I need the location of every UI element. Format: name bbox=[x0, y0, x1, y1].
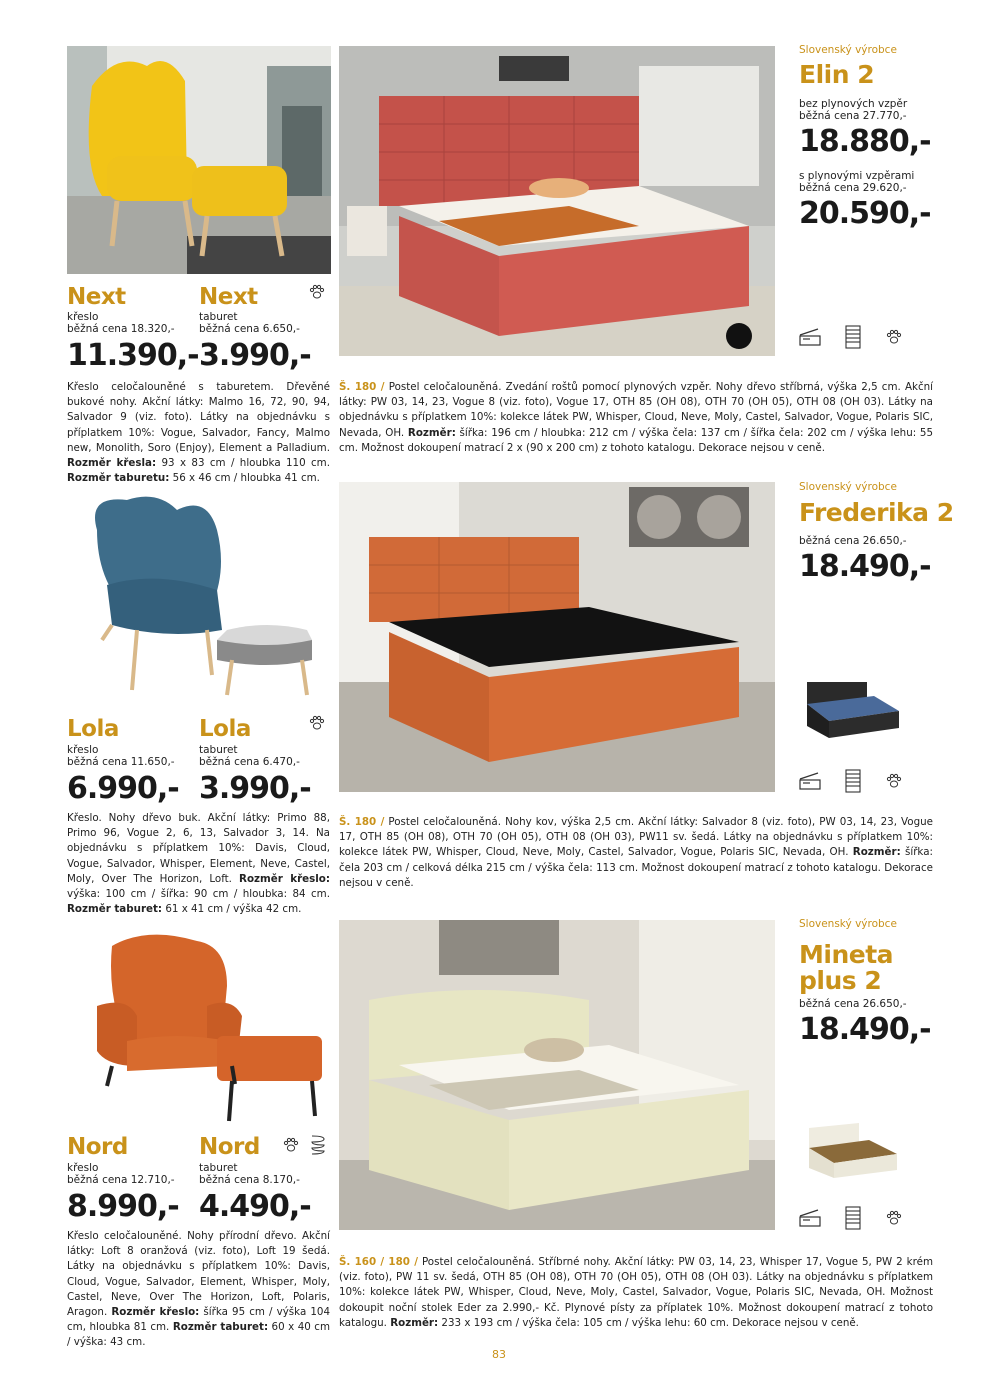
elin-regular2: běžná cena 29.620,- bbox=[799, 182, 907, 194]
frederika-desc-text: Postel celočalouněná. Nohy kov, výška 2,5 cm. Akční látky: Salvador 8 (viz. foto), PW 03, 14, 23, Vogue 17, OTH 85 (OH 08), OTH 70 (OH 05), OTH 08 (OH 03), PW11 sv. šedá. Látky na objednávku s příplatkem 10%: kolekce látek PW, Whisper, Cloud, Neve, Moly, Castel, Salvador, Vogue, Polaris SIC, Nevada, OH. bbox=[339, 816, 933, 859]
next-description bbox=[67, 380, 330, 486]
nord-chair-price: 8.990,- bbox=[67, 1189, 179, 1224]
lola-stool-price: 3.990,- bbox=[199, 771, 311, 806]
next-chair-type: křeslo bbox=[67, 311, 99, 323]
nord-description-bold2: Rozměr taburet: bbox=[172, 1321, 269, 1334]
frederika-desc-size: Š. 180 / bbox=[339, 816, 385, 828]
nord-description-bold1: Rozměr křeslo: bbox=[111, 1306, 200, 1319]
spring-icon bbox=[308, 1133, 328, 1157]
mineta-desc-dim-label: Rozměr: bbox=[390, 1316, 439, 1329]
mineta-price: 18.490,- bbox=[799, 1012, 931, 1047]
mineta-description bbox=[339, 1255, 933, 1331]
nord-description bbox=[67, 1229, 330, 1351]
mineta-storage-photo bbox=[799, 1118, 903, 1186]
frederika-price: 18.490,- bbox=[799, 549, 931, 584]
lola-description bbox=[67, 811, 330, 917]
lola-description-bold1: Rozměr křeslo: bbox=[239, 872, 330, 885]
paw-icon bbox=[885, 772, 903, 790]
lola-chair-name: Lola bbox=[67, 716, 119, 742]
elin-desc-size: Š. 180 / bbox=[339, 381, 385, 393]
storage-box-icon bbox=[798, 771, 822, 791]
frederika-bed-photo bbox=[339, 482, 775, 792]
lola-description-text: Křeslo. Nohy dřevo buk. Akční látky: Primo 88, Primo 96, Vogue 2, 6, 13, Salvador 3, 14. Na objednávku s příplatkem 10%: Davis, Cloud, Vogue, Salvador, Whisper, Element, Neve, Castel, Moly, Over The Horizon, Loft. bbox=[67, 812, 330, 885]
nord-stool-regular-price: běžná cena 8.170,- bbox=[199, 1174, 300, 1186]
nord-description-text3: 60 x 40 cm / výška: 43 cm. bbox=[67, 1321, 331, 1349]
elin-bed-photo bbox=[339, 46, 775, 356]
next-stool-name: Next bbox=[199, 284, 258, 310]
mineta-origin: Slovenský výrobce bbox=[799, 918, 897, 930]
next-description-bold1: Rozměr křesla: bbox=[67, 457, 157, 470]
storage-box-icon bbox=[798, 327, 822, 347]
lola-stool-type: taburet bbox=[199, 744, 238, 756]
next-description-bold2: Rozměr taburetu: bbox=[67, 472, 170, 485]
next-stool-regular-price: běžná cena 6.650,- bbox=[199, 323, 300, 335]
page-number: 83 bbox=[492, 1348, 506, 1361]
elin-desc-dim: šířka: 196 cm / hloubka: 212 cm / výška čela: 137 cm / šířka čela: 202 cm / výška lehu: 55 cm. Možnost dokoupení matrací 2 x (90 x 200 cm) z tohoto katalogu. Dekorace nejsou v ceně. bbox=[339, 426, 933, 454]
next-description-text2: 93 x 83 cm / hloubka 110 cm. bbox=[156, 457, 330, 470]
next-chair-price: 11.390,- bbox=[67, 338, 199, 373]
frederika-desc-dim: šířka: čela 203 cm / celková délka 215 cm / výška čela: 113 cm. Možnost dokoupení matrací z tohoto katalogu. Dekorace nejsou v ceně. bbox=[339, 846, 933, 889]
nord-chair-type: křeslo bbox=[67, 1162, 99, 1174]
nord-stool-name: Nord bbox=[199, 1134, 260, 1160]
next-stool-price: 3.990,- bbox=[199, 338, 311, 373]
elin-origin: Slovenský výrobce bbox=[799, 44, 897, 56]
nord-description-text: Křeslo celočalouněné. Nohy přírodní dřevo. Akční látky: Loft 8 oranžová (viz. foto), Loft 19 šedá. Látky na objednávku s příplatkem 10%: Davis, Cloud, Vogue, Salvador, Element, Whisper, Moly, Castel, Neve, Over The Horizon, Loft, Polaris, Aragon. bbox=[67, 1230, 330, 1319]
next-stool-type: taburet bbox=[199, 311, 238, 323]
mineta-bed-photo bbox=[339, 920, 775, 1230]
lola-stool-name: Lola bbox=[199, 716, 251, 742]
storage-box-icon bbox=[798, 1208, 822, 1228]
mineta-regular: běžná cena 26.650,- bbox=[799, 998, 907, 1010]
frederika-regular: běžná cena 26.650,- bbox=[799, 535, 907, 547]
elin-description bbox=[339, 380, 933, 456]
frederika-storage-photo bbox=[799, 676, 903, 746]
paw-icon bbox=[308, 283, 326, 301]
frederika-origin: Slovenský výrobce bbox=[799, 481, 897, 493]
elin-desc-text: Postel celočalouněná. Zvedání roštů pomocí plynových vzpěr. Nohy dřevo stříbrná, výška 2,5 cm. Akční látky: PW 03, 14, 23, Vogue 8 (viz. foto), Vogue 17, OTH 85 (OH 08), OTH 70 (OH 05), OTH 08 (OH 03). Látky na objednávku s příplatkem 10%: kolekce látek PW, Whisper, Cloud, Neve, Moly, Castel, Salvador, Vogue, Polaris SIC, Nevada, OH. bbox=[339, 381, 933, 439]
nord-chair-photo bbox=[67, 926, 331, 1126]
slatted-frame-icon bbox=[845, 325, 861, 349]
elin-name: Elin 2 bbox=[799, 60, 875, 89]
frederika-description bbox=[339, 815, 933, 891]
nord-chair-name: Nord bbox=[67, 1134, 128, 1160]
lola-chair-regular-price: běžná cena 11.650,- bbox=[67, 756, 175, 768]
elin-variant2: s plynovými vzpěrami bbox=[799, 170, 915, 182]
next-description-text3: 56 x 46 cm / hloubka 41 cm. bbox=[169, 472, 320, 485]
paw-icon bbox=[308, 714, 326, 732]
lola-description-text2: výška: 100 cm / šířka: 90 cm / hloubka: 84 cm. bbox=[67, 888, 330, 901]
frederika-desc-dim-label: Rozměr: bbox=[852, 846, 901, 859]
nord-stool-price: 4.490,- bbox=[199, 1189, 311, 1224]
nord-stool-type: taburet bbox=[199, 1162, 238, 1174]
paw-icon bbox=[282, 1136, 300, 1154]
elin-variant1: bez plynových vzpěr bbox=[799, 98, 908, 110]
mineta-desc-size: Š. 160 / 180 / bbox=[339, 1256, 418, 1268]
next-chair-photo bbox=[67, 46, 331, 274]
lola-stool-regular-price: běžná cena 6.470,- bbox=[199, 756, 300, 768]
paw-icon bbox=[885, 328, 903, 346]
mineta-desc-text: Postel celočalouněná. Stříbrné nohy. Akční látky: PW 03, 14, 23, Whisper 17, Vogue 5, PW 2 krém (viz. foto), PW 11 sv. šedá, OTH 85 (OH 08), OTH 70 (OH 05), OTH 08 (OH 03). Látky na objednávku s příplatkem 10%: kolekce látek PW, Whisper, Cloud, Neve, Moly, Castel, Salvador, Vogue, Polaris SIC, Nevada, OH. Možnost dokoupit noční stolek Eder za 2.990,- Kč. Plynové písty za příplatek 10%. Možnost dokoupení matrací z tohoto katalogu. bbox=[339, 1256, 933, 1329]
nord-description-text2: šířka 95 cm / výška 104 cm, hloubka 81 cm. bbox=[67, 1306, 331, 1334]
lola-chair-photo bbox=[67, 490, 331, 700]
lola-description-bold2: Rozměr taburet: bbox=[67, 903, 163, 916]
mineta-desc-dim: 233 x 193 cm / výška čela: 105 cm / výška lehu: 60 cm. Dekorace nejsou v ceně. bbox=[438, 1316, 859, 1329]
slatted-frame-icon bbox=[845, 1206, 861, 1230]
nord-chair-regular-price: běžná cena 12.710,- bbox=[67, 1174, 175, 1186]
lola-chair-type: křeslo bbox=[67, 744, 99, 756]
paw-icon bbox=[885, 1209, 903, 1227]
slatted-frame-icon bbox=[845, 769, 861, 793]
elin-price1: 18.880,- bbox=[799, 124, 931, 159]
mineta-name-line2: plus 2 bbox=[799, 966, 882, 995]
lola-chair-price: 6.990,- bbox=[67, 771, 179, 806]
mineta-name-line1: Mineta bbox=[799, 940, 894, 969]
elin-regular1: běžná cena 27.770,- bbox=[799, 110, 907, 122]
frederika-name: Frederika 2 bbox=[799, 498, 954, 527]
elin-price2: 20.590,- bbox=[799, 196, 931, 231]
next-chair-name: Next bbox=[67, 284, 126, 310]
next-chair-regular-price: běžná cena 18.320,- bbox=[67, 323, 175, 335]
lola-description-text3: 61 x 41 cm / výška 42 cm. bbox=[162, 903, 302, 916]
elin-desc-dim-label: Rozměr: bbox=[407, 426, 456, 439]
next-description-text: Křeslo celočalouněné s taburetem. Dřevěné bukové nohy. Akční látky: Malmo 16, 72, 90, 94, Salvador 9 (viz. foto). Látky na objednávku s příplatkem 10%: Vogue, Salvador, Fancy, Malmo new, Monolith, Soro (Enjoy), Element a Palladium. bbox=[67, 381, 330, 454]
